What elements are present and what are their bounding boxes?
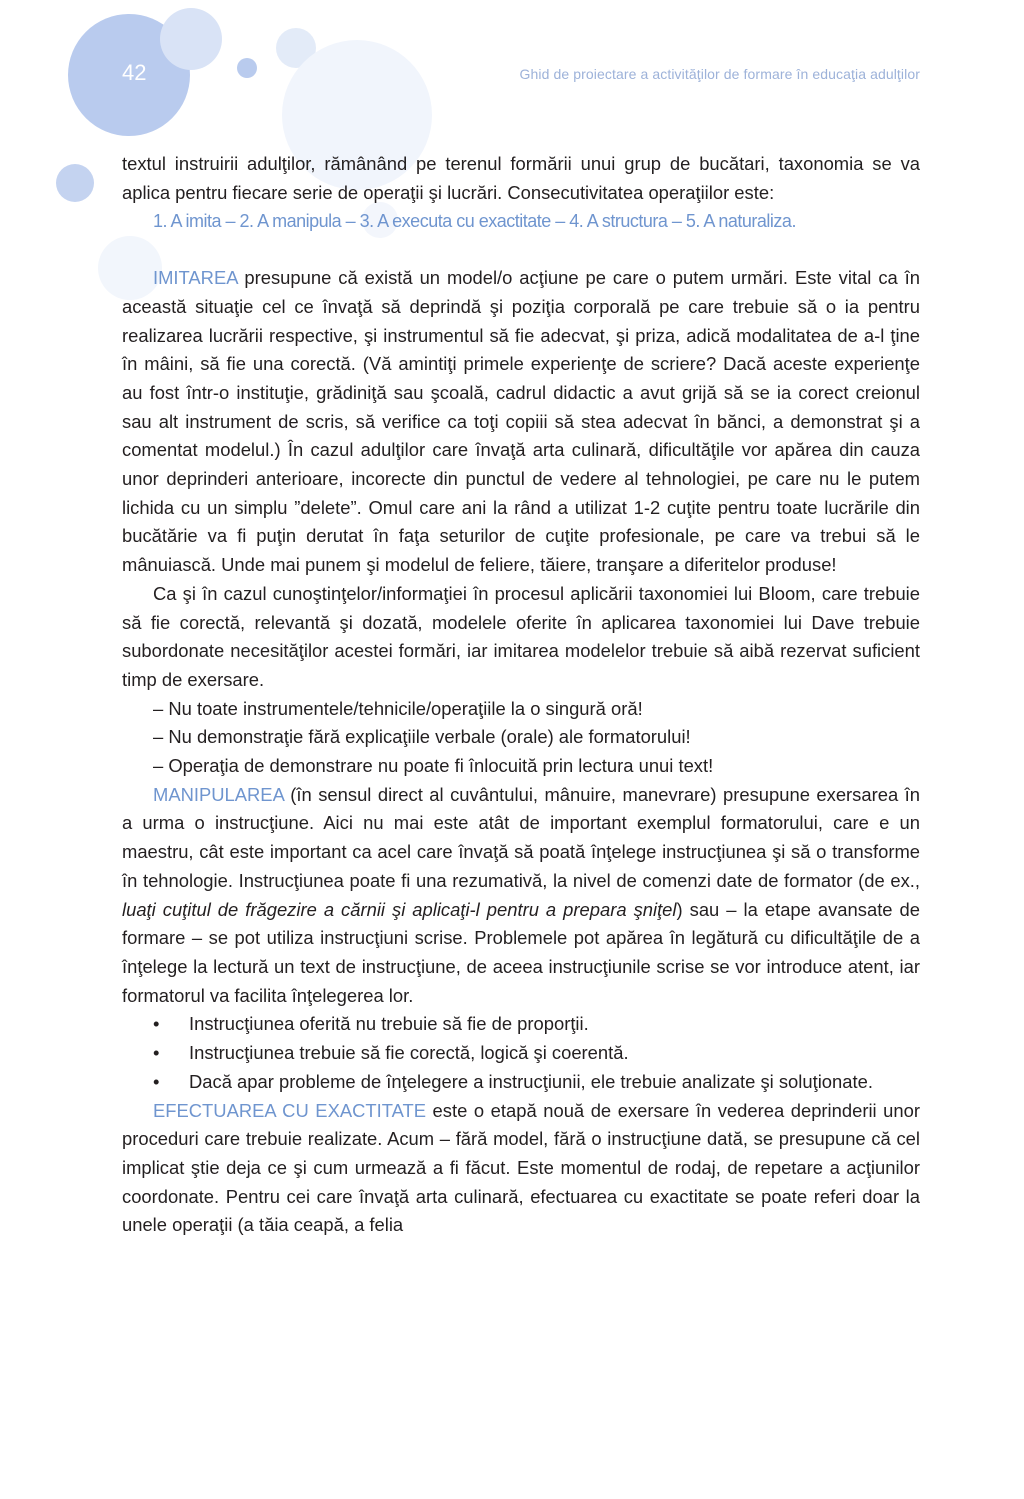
dash-item: – Nu toate instrumentele/tehnicile/operaţiile la o singură oră! — [153, 697, 643, 719]
manipularea-text-cont: ) sau – la etape avansate de formare – se pot utiliza instrucţiuni scrise. Problemele pot apărea în legătură cu dificultăţile de a înţelege la lectură un text de instrucţiune, de aceea instrucţiunile scrise se vor introduce atent, iar formatorul va facilita înţelegerea lor. — [122, 898, 920, 1006]
decorative-circle-left — [56, 164, 94, 202]
instruction-bullet-list — [122, 1010, 920, 1096]
manipularea-text: (în sensul direct al cuvântului, mânuire, manevrare) presupune exersarea în a urma o instrucţiune. Aici nu mai este atât de important exemplul formatorului, care e un maestru, cât este important ca acel care învaţă să poată înţelege instrucţiunea şi să o transforme în tehnologie. Instrucţiunea poate fi una rezumativă, la nivel de comenzi date de formator (de ex., — [122, 783, 920, 891]
manipularea-example: luaţi cuţitul de frăgezire a cărnii şi aplicaţi-l pentru a prepara şniţel — [122, 898, 677, 920]
list-item — [122, 1010, 920, 1039]
intro-paragraph: textul instruirii adulţilor, rămânând pe terenul formării unui grup de bucătari, taxonomia se va aplica pentru fiecare serie de operaţii şi lucrări. Consecutivitatea operaţiilor este: — [122, 153, 920, 203]
efectuarea-paragraph — [122, 1097, 920, 1241]
bullet-icon: • — [153, 1042, 160, 1064]
manipularea-term: MANIPULAREA — [153, 783, 284, 805]
efectuarea-term: EFECTUAREA CU EXACTITATE — [153, 1099, 426, 1121]
decorative-circle-top — [160, 8, 222, 70]
dash-item: – Operaţia de demonstrare nu poate fi înlocuită prin lectura unui text! — [153, 755, 714, 777]
spacer — [122, 236, 920, 264]
list-item-text: Instrucţiunea trebuie să fie corectă, logică şi coerentă. — [189, 1042, 629, 1064]
dash-item: – Nu demonstraţie fără explicaţiile verbale (orale) ale formatorului! — [153, 726, 691, 748]
imitarea-paragraph — [122, 264, 920, 580]
imitarea-term: IMITAREA — [153, 267, 238, 289]
decorative-circle-small — [237, 58, 257, 78]
taxonomy-steps: 1. A imita – 2. A manipula – 3. A executa cu exactitate – 4. A structura – 5. A naturaliza. — [153, 211, 796, 232]
efectuarea-text: este o etapă nouă de exersare în vederea deprinderii unor proceduri care trebuie realizate. Acum – fără model, fără o instrucţiune dată, se presupune că cel implicat ştie deja ce şi cum urmează a fi făcut. Este momentul de rodaj, de repetare a acţiunilor coordonate. Pentru cei care învaţă arta culinară, efectuarea cu exactitate se poate referi doar la unele operaţii (a tăia ceapă, a felia — [122, 1099, 920, 1236]
bloom-paragraph: Ca şi în cazul cunoştinţelor/informaţiei în procesul aplicării taxonomiei lui Bloom, care trebuie să fie corectă, relevantă şi dozată, modelele oferite în aplicarea taxonomiei lui Dave trebuie subordonate necesităţilor acestei formări, iar imitarea modelelor trebuie să aibă rezervat suficient timp de exersare. — [122, 582, 920, 690]
bullet-icon: • — [153, 1013, 160, 1035]
list-item-text: Dacă apar probleme de înţelegere a instrucţiunii, ele trebuie analizate şi soluţionate. — [189, 1070, 873, 1092]
list-item-text: Instrucţiunea oferită nu trebuie să fie de proporţii. — [189, 1013, 589, 1035]
manipularea-paragraph — [122, 781, 920, 1011]
running-header: Ghid de proiectare a activităţilor de formare în educaţia adulţilor — [519, 66, 920, 82]
list-item — [122, 1039, 920, 1068]
page-number: 42 — [122, 60, 147, 85]
imitarea-text: presupune că există un model/o acţiune pe care o putem urmări. Este vital ca în această situaţie cel ce învaţă să deprindă şi poziţia corporală pe care trebuie să o ia pentru realizarea lucrării respective, şi instrumentul să fie adecvat, şi priza, adică modalitatea de a-l ţine în mâini, să fie una corectă. (Vă amintiţi primele experienţe de scriere? Dacă aceste experienţe au fost într-o instituţie, grădiniţă sau şcoală, cadrul didactic a avut grijă să se ia corect creionul sau alt instrument de scris, să verifice ca toţi copiii să stea adecvat în bănci, a demonstrat şi a comentat modelul.) În cazul adulţilor care învaţă arta culinară, dificultăţile vor apărea din cauza unor deprinderi anterioare, incorecte din punctul de vedere al tehnologiei, pe care nu le putem lichida cu un simplu ”delete”. Omul care ani la rând a utilizat 1-2 cuţite pentru toate lucrările din bucătărie va fi puţin derutat în faţa seturilor de cuţite profesionale, pe care va trebui să le mânuiască. Unde mai punem şi modelul de feliere, tăiere, tranşare a diferitelor produse! — [122, 267, 920, 576]
list-item — [122, 1068, 920, 1097]
page-body — [122, 150, 920, 1240]
bullet-icon: • — [153, 1070, 160, 1092]
